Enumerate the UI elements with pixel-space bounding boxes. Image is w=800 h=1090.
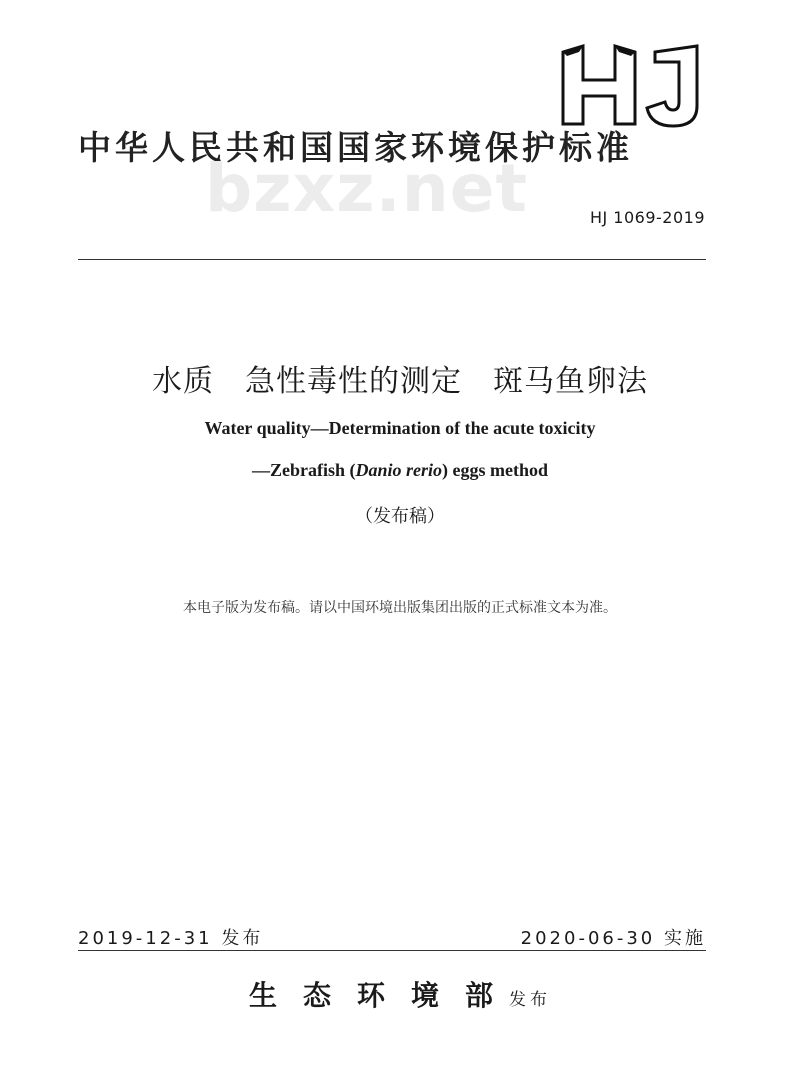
english-title-line2-suffix: ) eggs method [442, 460, 548, 480]
chinese-title: 水质 急性毒性的测定 斑马鱼卵法 [152, 364, 648, 399]
english-title-species: Danio rerio [355, 460, 442, 480]
watermark: bzxz.net [205, 150, 529, 227]
top-divider [78, 259, 706, 260]
english-title-line2-prefix: —Zebrafish ( [251, 460, 356, 480]
hj-logo [555, 40, 715, 130]
bottom-divider [78, 950, 706, 951]
english-title-line1: Water quality—Determination of the acute toxicity [204, 418, 596, 438]
draft-label: （发布稿） [355, 506, 445, 527]
english-title-line2 [0, 460, 800, 481]
implementation-date: 2020-06-30 实施 [520, 928, 706, 949]
hj-logo-graphic [555, 40, 715, 130]
issuer-suffix: 发布 [509, 990, 551, 1010]
organization-title: 中华人民共和国国家环境保护标准 [78, 128, 633, 167]
issuer-name: 生态环境部 [248, 979, 519, 1012]
issue-date: 2019-12-31 发布 [78, 928, 264, 949]
edition-note: 本电子版为发布稿。请以中国环境出版集团出版的正式标准文本为准。 [183, 600, 617, 616]
standard-number: HJ 1069-2019 [589, 208, 705, 227]
issuer [0, 974, 800, 1014]
